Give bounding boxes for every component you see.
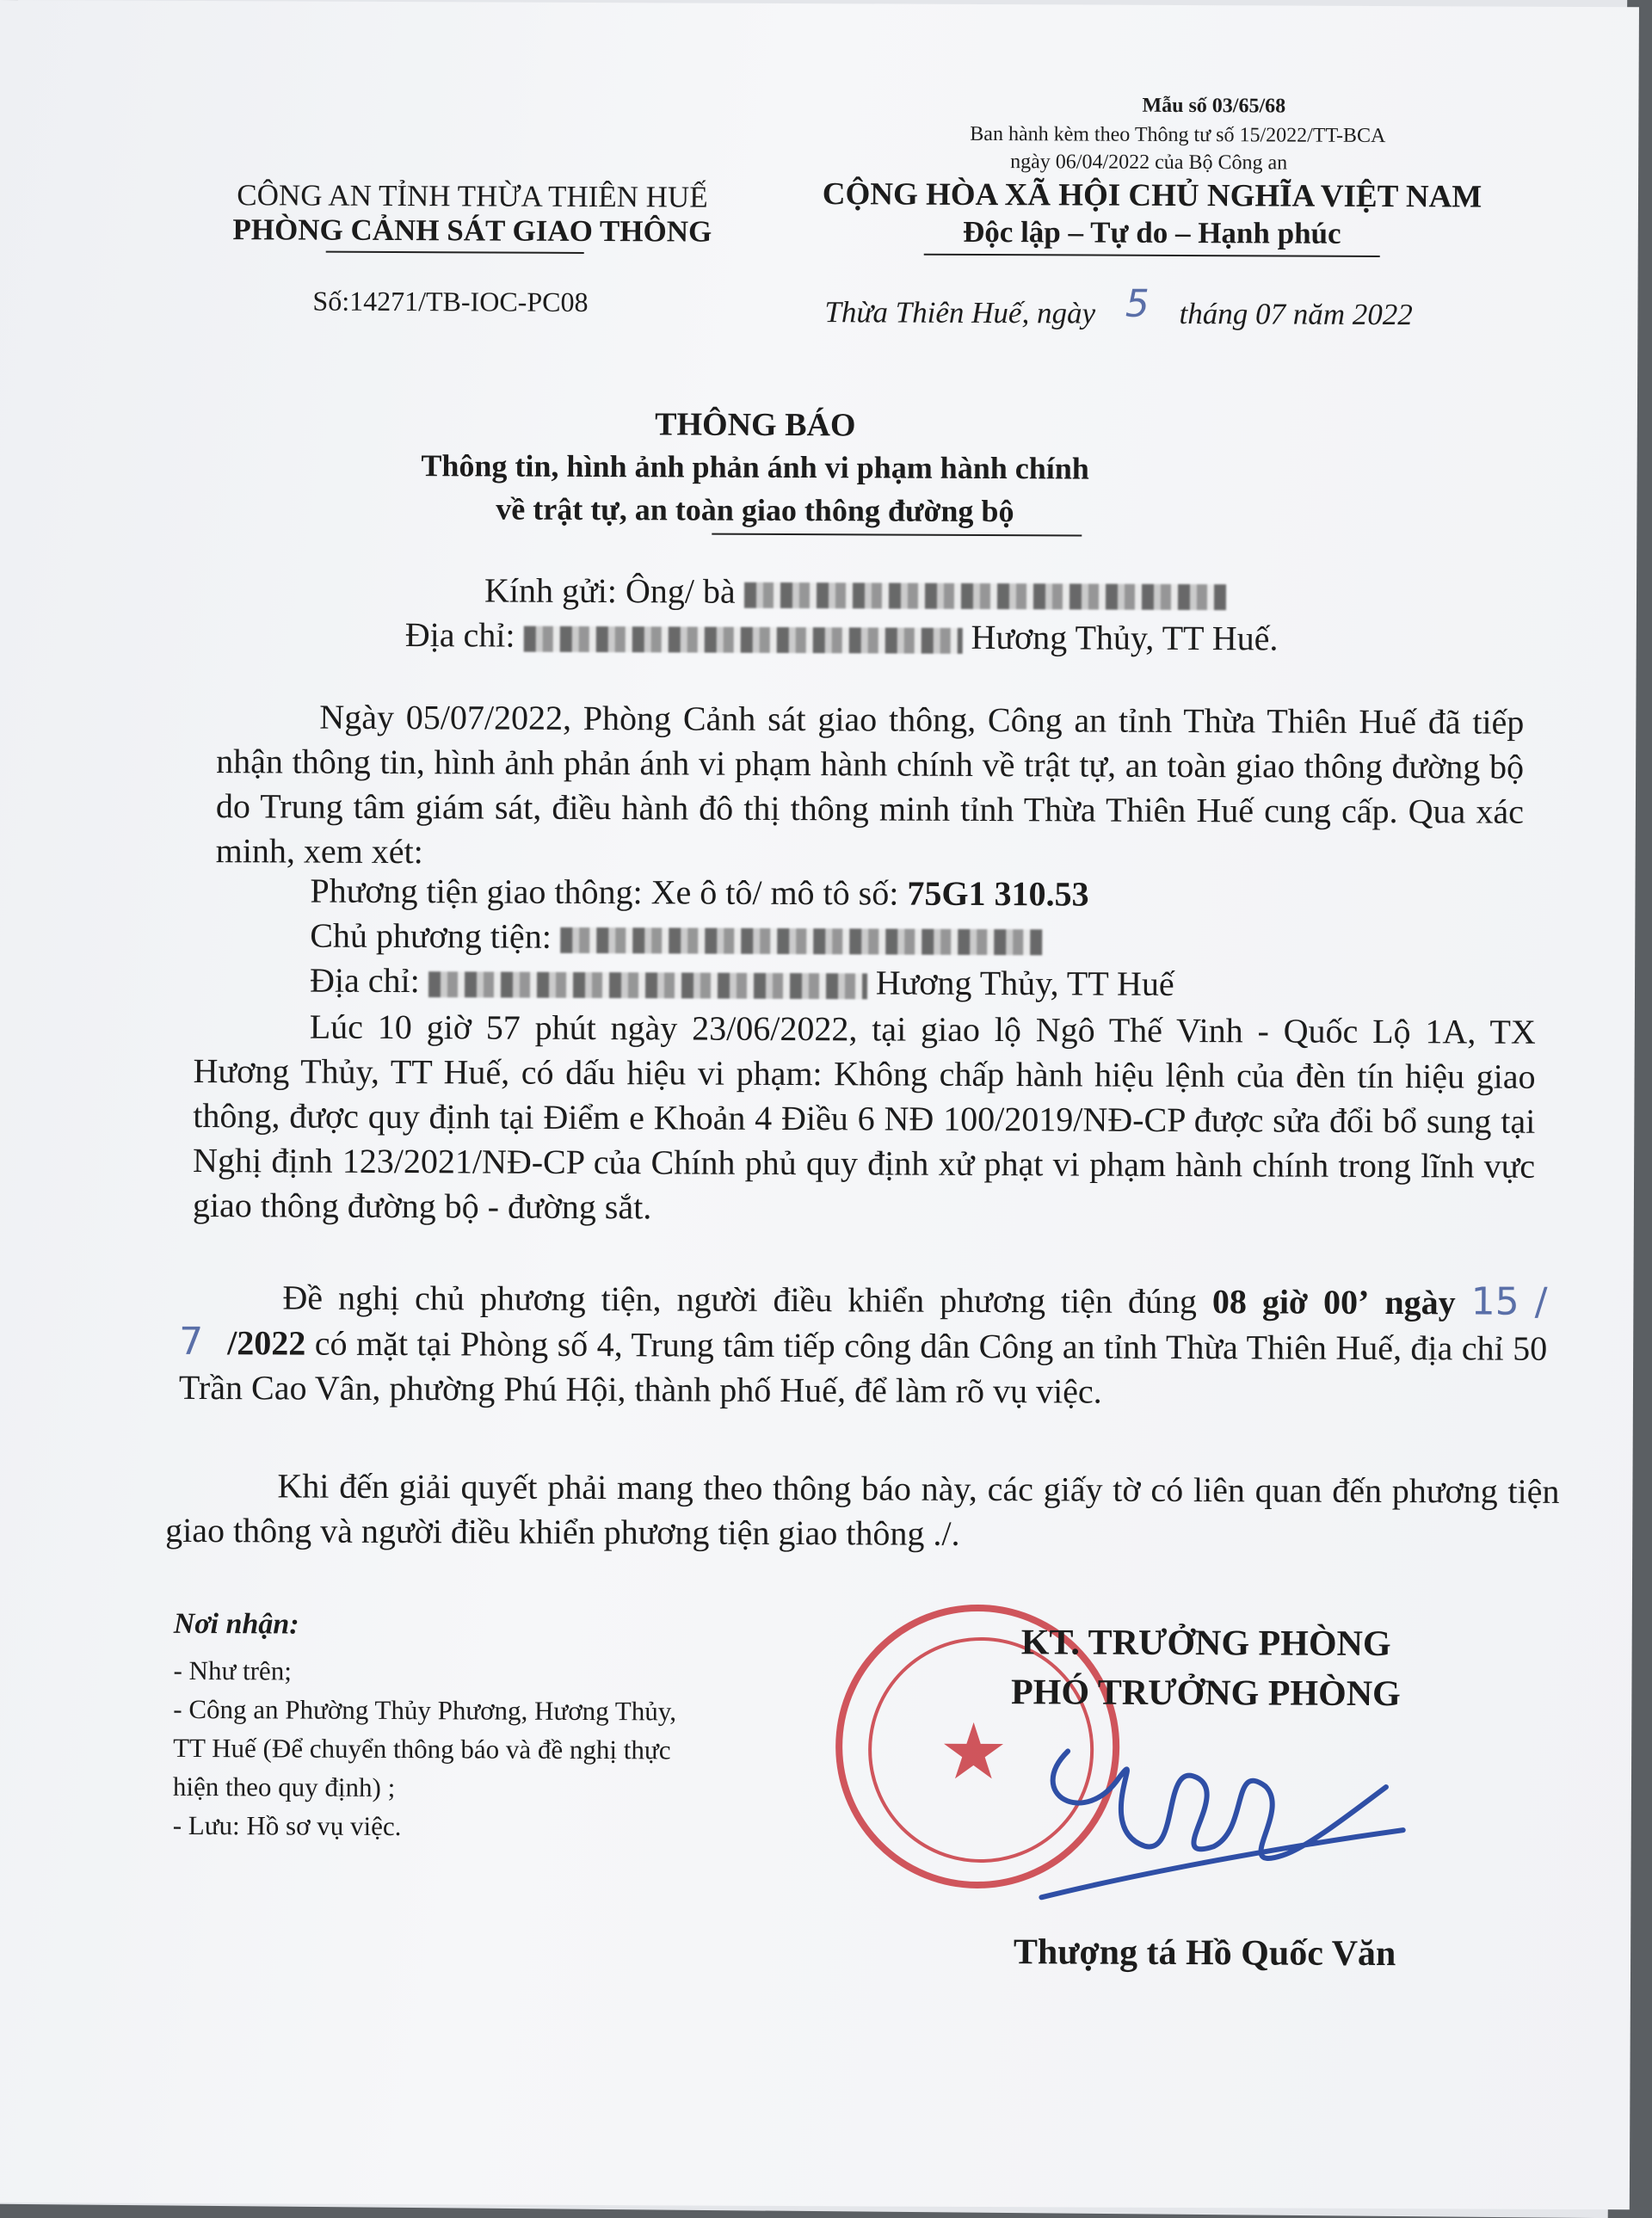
paragraph-violation: Lúc 10 giờ 57 phút ngày 23/06/2022, tại giao lộ Ngô Thế Vinh - Quốc Lộ 1A, TX Hương Thủy, TT Huế, có dấu hiệu vi phạm: Không chấp hành hiệu lệnh của đèn tín hiệu giao thông, được quy định tại Điểm e Khoản 4 Điều 6 NĐ 100/2019/NĐ-CP được sửa đổi bổ sung tại Nghị định 123/2021/NĐ-CP của Chính phủ quy định xử phạt vi phạm hành chính trong lĩnh vực giao thông đường bộ - đường sắt. [192, 1007, 1536, 1227]
form-issued-date: ngày 06/04/2022 của Bộ Công an [1010, 151, 1288, 175]
owner-address-line [310, 960, 1174, 1004]
redacted-recipient-name [744, 582, 1226, 610]
stamp-star-icon: ★ [938, 1710, 1009, 1796]
redacted-recipient-address [523, 625, 962, 653]
document-subtitle-1: Thông tin, hình ảnh phản ánh vi phạm hành chính [421, 448, 1089, 486]
owner-address-tail: Hương Thủy, TT Huế [875, 963, 1174, 1003]
signer-name: Thượng tá Hồ Quốc Văn [1013, 1932, 1396, 1975]
issuer-agency: CÔNG AN TỈNH THỪA THIÊN HUẾ [237, 178, 708, 214]
recipients-list [173, 1651, 677, 1847]
owner-line [310, 915, 1042, 959]
paragraph-summons [179, 1274, 1548, 1416]
summons-text-b: có mặt tại Phòng số 4, Trung tâm tiếp công dân Công an tỉnh Thừa Thiên Huế, địa chỉ 50 Trần Cao Vân, phường Phú Hội, thành phố Huế, để làm rõ vụ việc. [178, 1323, 1548, 1411]
document-subtitle-2: về trật tự, an toàn giao thông đường bộ [496, 491, 1014, 529]
recipients-item: - Công an Phường Thủy Phương, Hương Thủy, [173, 1693, 677, 1727]
document-number: Số:14271/TB-IOC-PC08 [312, 285, 589, 317]
recipients-item: - Như trên; [173, 1654, 292, 1686]
nation-title: CỘNG HÒA XÃ HỘI CHỦ NGHĨA VIỆT NAM [822, 176, 1482, 215]
document-title: THÔNG BÁO [655, 406, 856, 444]
paragraph-received: Ngày 05/07/2022, Phòng Cảnh sát giao thông, Công an tỉnh Thừa Thiên Huế đã tiếp nhận thông tin, hình ảnh phản ánh vi phạm hành chính về trật tự, an toàn giao thông đường bộ do Trung tâm giám sát, điều hành đô thị thông minh tỉnh Thừa Thiên Huế cung cấp. Qua xác minh, xem xét: [215, 697, 1525, 872]
summons-month-handwritten: 7 [179, 1319, 204, 1365]
issuer-department: PHÒNG CẢNH SÁT GIAO THÔNG [232, 213, 712, 249]
summons-day-label: ngày [1384, 1283, 1456, 1322]
redacted-owner-name [560, 927, 1042, 955]
recipients-item: hiện theo quy định) ; [172, 1771, 396, 1803]
redacted-owner-address [428, 971, 867, 999]
date-prefix: Thừa Thiên Huế, ngày [824, 295, 1096, 330]
summons-text-a: Đề nghị chủ phương tiện, người điều khiển phương tiện đúng [282, 1278, 1198, 1322]
summons-time: 08 giờ 00’ [1211, 1282, 1370, 1322]
date-suffix: tháng 07 năm 2022 [1179, 296, 1413, 332]
recipient-label: Kính gửi: Ông/ bà [484, 570, 736, 611]
recipient-address-line [405, 614, 1279, 658]
owner-address-label: Địa chỉ: [309, 960, 420, 1001]
recipient-line [484, 570, 1226, 613]
recipient-address-label: Địa chỉ: [404, 615, 515, 655]
paragraph-instructions: Khi đến giải quyết phải mang theo thông báo này, các giấy tờ có liên quan đến phương tiện giao thông và người điều khiển phương tiện giao thông ./. [165, 1466, 1560, 1553]
recipients-item: - Lưu: Hồ sơ vụ việc. [172, 1809, 402, 1842]
license-plate: 75G1 310.53 [907, 873, 1089, 914]
vehicle-line [310, 871, 1088, 915]
recipient-address-tail: Hương Thủy, TT Huế. [971, 617, 1279, 658]
vehicle-label: Phương tiện giao thông: Xe ô tô/ mô tô số: [310, 871, 899, 913]
handwritten-signature [921, 1725, 1438, 1934]
document-date [824, 281, 1413, 334]
owner-label: Chủ phương tiện: [310, 915, 552, 956]
summons-day-handwritten: 15 [1470, 1279, 1519, 1324]
form-number: Mẫu số 03/65/68 [1142, 94, 1286, 118]
nation-motto: Độc lập – Tự do – Hạnh phúc [962, 214, 1341, 250]
title-underline [712, 533, 1082, 537]
issuer-underline [326, 251, 584, 254]
signature-deputy-title: PHÓ TRƯỞNG PHÒNG [1010, 1673, 1401, 1715]
summons-year: /2022 [227, 1323, 306, 1363]
motto-underline [924, 254, 1380, 257]
form-issued-by: Ban hành kèm theo Thông tư số 15/2022/TT-BCA [970, 122, 1386, 148]
date-day-handwritten: 5 [1125, 281, 1150, 326]
recipients-title: Nơi nhận: [173, 1607, 299, 1641]
recipients-item: TT Huế (Để chuyển thông báo và đề nghị thực [173, 1732, 671, 1765]
summons-date-slash: / [1534, 1279, 1548, 1324]
signature-kt-title: KT. TRƯỞNG PHÒNG [1020, 1623, 1391, 1665]
